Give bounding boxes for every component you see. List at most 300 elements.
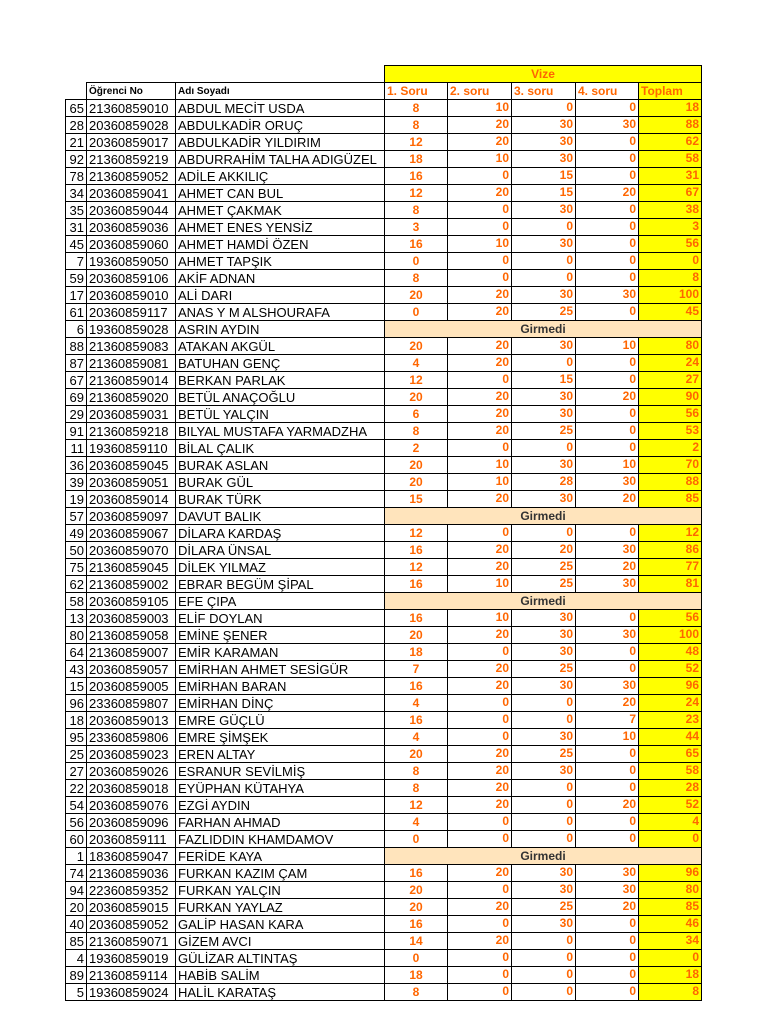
student-name: GALİP HASAN KARA bbox=[176, 916, 385, 933]
student-number: 21360859045 bbox=[87, 559, 176, 576]
student-number: 20360859111 bbox=[87, 831, 176, 848]
student-number: 20360859052 bbox=[87, 916, 176, 933]
question-1-score: 0 bbox=[385, 253, 448, 270]
question-1-score: 20 bbox=[385, 627, 448, 644]
total-score: 96 bbox=[639, 678, 702, 695]
row-index: 64 bbox=[66, 644, 87, 661]
total-score: 100 bbox=[639, 627, 702, 644]
question-3-score: 30 bbox=[512, 338, 576, 355]
question-3-score: 30 bbox=[512, 389, 576, 406]
student-name: FURKAN KAZIM ÇAM bbox=[176, 865, 385, 882]
question-3-score: 30 bbox=[512, 151, 576, 168]
question-3-score: 25 bbox=[512, 576, 576, 593]
table-row bbox=[66, 100, 702, 117]
question-4-score: 0 bbox=[576, 746, 639, 763]
row-index: 87 bbox=[66, 355, 87, 372]
question-1-score: 4 bbox=[385, 729, 448, 746]
student-name: EMRE ŞİMŞEK bbox=[176, 729, 385, 746]
total-score: 46 bbox=[639, 916, 702, 933]
student-number: 21360859010 bbox=[87, 100, 176, 117]
vize-group-header: Vize bbox=[385, 66, 702, 83]
question-1-score: 14 bbox=[385, 933, 448, 950]
row-index: 54 bbox=[66, 797, 87, 814]
student-name: EREN ALTAY bbox=[176, 746, 385, 763]
question-2-score: 20 bbox=[448, 117, 512, 134]
absent-label: Girmedi bbox=[385, 848, 702, 865]
row-index: 65 bbox=[66, 100, 87, 117]
student-number: 21360859081 bbox=[87, 355, 176, 372]
student-number: 21360859219 bbox=[87, 151, 176, 168]
question-1-score: 16 bbox=[385, 916, 448, 933]
question-2-score: 20 bbox=[448, 304, 512, 321]
table-row bbox=[66, 865, 702, 882]
question-1-score: 18 bbox=[385, 151, 448, 168]
question-3-score: 30 bbox=[512, 627, 576, 644]
question-3-score: 30 bbox=[512, 610, 576, 627]
row-index: 78 bbox=[66, 168, 87, 185]
student-name: ABDURRAHİM TALHA ADIGÜZEL bbox=[176, 151, 385, 168]
question-1-score: 0 bbox=[385, 304, 448, 321]
row-index: 39 bbox=[66, 474, 87, 491]
question-1-score: 20 bbox=[385, 746, 448, 763]
total-score: 0 bbox=[639, 253, 702, 270]
table-row bbox=[66, 542, 702, 559]
row-index: 31 bbox=[66, 219, 87, 236]
row-index: 28 bbox=[66, 117, 87, 134]
row-index: 35 bbox=[66, 202, 87, 219]
table-row bbox=[66, 899, 702, 916]
question-4-score: 0 bbox=[576, 763, 639, 780]
row-index: 57 bbox=[66, 508, 87, 525]
student-name: ESRANUR SEVİLMİŞ bbox=[176, 763, 385, 780]
row-index: 75 bbox=[66, 559, 87, 576]
student-name: BERKAN PARLAK bbox=[176, 372, 385, 389]
question-4-score: 0 bbox=[576, 270, 639, 287]
table-row bbox=[66, 372, 702, 389]
question-2-score: 0 bbox=[448, 270, 512, 287]
total-score: 77 bbox=[639, 559, 702, 576]
question-2-score: 0 bbox=[448, 440, 512, 457]
total-header: Toplam bbox=[639, 83, 702, 100]
total-score: 48 bbox=[639, 644, 702, 661]
question-4-score: 30 bbox=[576, 882, 639, 899]
student-number: 20360859036 bbox=[87, 219, 176, 236]
question-2-score: 10 bbox=[448, 236, 512, 253]
student-number: 20360859015 bbox=[87, 899, 176, 916]
question-4-score: 0 bbox=[576, 202, 639, 219]
question-2-score: 0 bbox=[448, 950, 512, 967]
question-2-score: 20 bbox=[448, 185, 512, 202]
table-row bbox=[66, 661, 702, 678]
row-index: 7 bbox=[66, 253, 87, 270]
table-row bbox=[66, 950, 702, 967]
question-3-score: 0 bbox=[512, 831, 576, 848]
question-3-score: 0 bbox=[512, 780, 576, 797]
total-score: 58 bbox=[639, 151, 702, 168]
total-score: 90 bbox=[639, 389, 702, 406]
question-2-score: 20 bbox=[448, 797, 512, 814]
student-name: DİLEK YILMAZ bbox=[176, 559, 385, 576]
question-1-score: 12 bbox=[385, 372, 448, 389]
question-1-score: 16 bbox=[385, 712, 448, 729]
question-3-score: 30 bbox=[512, 916, 576, 933]
row-index: 4 bbox=[66, 950, 87, 967]
question-4-score: 10 bbox=[576, 338, 639, 355]
student-name: EFE ÇIPA bbox=[176, 593, 385, 610]
student-name: AHMET ENES YENSİZ bbox=[176, 219, 385, 236]
question-2-score: 0 bbox=[448, 168, 512, 185]
question-1-score: 8 bbox=[385, 780, 448, 797]
table-row bbox=[66, 270, 702, 287]
table-row bbox=[66, 984, 702, 1001]
row-index: 85 bbox=[66, 933, 87, 950]
student-name: GÜLİZAR ALTINTAŞ bbox=[176, 950, 385, 967]
question-2-score: 20 bbox=[448, 406, 512, 423]
grades-table bbox=[65, 65, 702, 1001]
total-score: 34 bbox=[639, 933, 702, 950]
student-name: FAZLIDDIN KHAMDAMOV bbox=[176, 831, 385, 848]
question-3-score: 25 bbox=[512, 899, 576, 916]
question-1-score: 16 bbox=[385, 576, 448, 593]
student-name: EMİRHAN BARAN bbox=[176, 678, 385, 695]
question-4-score: 20 bbox=[576, 491, 639, 508]
question-2-score: 20 bbox=[448, 423, 512, 440]
absent-label: Girmedi bbox=[385, 593, 702, 610]
student-number: 20360859117 bbox=[87, 304, 176, 321]
question-3-score: 0 bbox=[512, 984, 576, 1001]
student-number: 20360859003 bbox=[87, 610, 176, 627]
question-4-score: 30 bbox=[576, 542, 639, 559]
question-3-score: 0 bbox=[512, 950, 576, 967]
question-1-score: 15 bbox=[385, 491, 448, 508]
question-3-score: 0 bbox=[512, 270, 576, 287]
question-1-score: 7 bbox=[385, 661, 448, 678]
student-number: 23360859806 bbox=[87, 729, 176, 746]
question-2-score: 20 bbox=[448, 933, 512, 950]
row-index: 88 bbox=[66, 338, 87, 355]
question-4-score: 0 bbox=[576, 423, 639, 440]
question-1-score: 20 bbox=[385, 389, 448, 406]
table-row bbox=[66, 797, 702, 814]
student-name: EBRAR BEGÜM ŞİPAL bbox=[176, 576, 385, 593]
student-name: BİLAL ÇALIK bbox=[176, 440, 385, 457]
table-row bbox=[66, 627, 702, 644]
total-score: 67 bbox=[639, 185, 702, 202]
question-3-score: 0 bbox=[512, 814, 576, 831]
row-index: 25 bbox=[66, 746, 87, 763]
question-3-score: 0 bbox=[512, 253, 576, 270]
table-row bbox=[66, 151, 702, 168]
table-row bbox=[66, 287, 702, 304]
question-1-score: 2 bbox=[385, 440, 448, 457]
question-2-score: 0 bbox=[448, 882, 512, 899]
question-4-score: 10 bbox=[576, 729, 639, 746]
row-index: 29 bbox=[66, 406, 87, 423]
table-row bbox=[66, 168, 702, 185]
row-index: 91 bbox=[66, 423, 87, 440]
student-number: 19360859050 bbox=[87, 253, 176, 270]
student-number: 21360859071 bbox=[87, 933, 176, 950]
table-row bbox=[66, 117, 702, 134]
student-name: ADİLE AKKILIÇ bbox=[176, 168, 385, 185]
question-4-score: 0 bbox=[576, 304, 639, 321]
student-number: 20360859057 bbox=[87, 661, 176, 678]
student-name: FURKAN YAYLAZ bbox=[176, 899, 385, 916]
question-3-score: 30 bbox=[512, 882, 576, 899]
table-row bbox=[66, 525, 702, 542]
student-name: DAVUT BALIK bbox=[176, 508, 385, 525]
table-row bbox=[66, 610, 702, 627]
question-4-score: 30 bbox=[576, 117, 639, 134]
total-score: 62 bbox=[639, 134, 702, 151]
student-name: EZGİ AYDIN bbox=[176, 797, 385, 814]
student-name: BETÜL ANAÇOĞLU bbox=[176, 389, 385, 406]
question-3-score: 25 bbox=[512, 423, 576, 440]
total-score: 4 bbox=[639, 814, 702, 831]
total-score: 88 bbox=[639, 474, 702, 491]
row-index: 89 bbox=[66, 967, 87, 984]
question-2-score: 20 bbox=[448, 627, 512, 644]
row-index: 17 bbox=[66, 287, 87, 304]
total-score: 28 bbox=[639, 780, 702, 797]
question-4-score: 0 bbox=[576, 372, 639, 389]
row-index: 22 bbox=[66, 780, 87, 797]
question-3-score: 15 bbox=[512, 168, 576, 185]
table-row bbox=[66, 219, 702, 236]
table-row bbox=[66, 678, 702, 695]
question-4-score: 0 bbox=[576, 406, 639, 423]
student-number-header: Öğrenci No bbox=[87, 83, 176, 100]
question-3-score: 25 bbox=[512, 661, 576, 678]
question-4-score: 20 bbox=[576, 695, 639, 712]
question-4-score: 30 bbox=[576, 474, 639, 491]
question-1-score: 0 bbox=[385, 950, 448, 967]
student-number: 20360859023 bbox=[87, 746, 176, 763]
question-2-score: 0 bbox=[448, 729, 512, 746]
student-name: EYÜPHAN KÜTAHYA bbox=[176, 780, 385, 797]
question-3-score: 30 bbox=[512, 236, 576, 253]
total-score: 18 bbox=[639, 100, 702, 117]
student-name: FERİDE KAYA bbox=[176, 848, 385, 865]
total-score: 86 bbox=[639, 542, 702, 559]
student-number: 21360859002 bbox=[87, 576, 176, 593]
question-3-score: 25 bbox=[512, 304, 576, 321]
total-score: 85 bbox=[639, 899, 702, 916]
question-1-score: 16 bbox=[385, 236, 448, 253]
question-4-score: 30 bbox=[576, 287, 639, 304]
total-score: 27 bbox=[639, 372, 702, 389]
student-name: ANAS Y M ALSHOURAFA bbox=[176, 304, 385, 321]
student-number: 20360859076 bbox=[87, 797, 176, 814]
row-index: 40 bbox=[66, 916, 87, 933]
student-number: 21360859218 bbox=[87, 423, 176, 440]
question-1-score: 12 bbox=[385, 185, 448, 202]
question-1-score: 8 bbox=[385, 117, 448, 134]
question-3-score: 20 bbox=[512, 542, 576, 559]
question-4-score: 0 bbox=[576, 950, 639, 967]
question-1-score: 20 bbox=[385, 474, 448, 491]
student-name: ALİ DARI bbox=[176, 287, 385, 304]
student-name: FARHAN AHMAD bbox=[176, 814, 385, 831]
row-index: 56 bbox=[66, 814, 87, 831]
question-3-score: 15 bbox=[512, 372, 576, 389]
student-number: 21360859083 bbox=[87, 338, 176, 355]
absent-label: Girmedi bbox=[385, 321, 702, 338]
question-4-score: 30 bbox=[576, 865, 639, 882]
total-score: 0 bbox=[639, 950, 702, 967]
student-number: 20360859070 bbox=[87, 542, 176, 559]
question-3-score: 0 bbox=[512, 219, 576, 236]
table-row bbox=[66, 780, 702, 797]
row-index: 96 bbox=[66, 695, 87, 712]
question-1-score: 8 bbox=[385, 763, 448, 780]
table-row bbox=[66, 831, 702, 848]
question-1-score: 20 bbox=[385, 287, 448, 304]
question-2-score: 0 bbox=[448, 967, 512, 984]
question-2-score: 20 bbox=[448, 542, 512, 559]
row-index: 58 bbox=[66, 593, 87, 610]
question-2-score: 10 bbox=[448, 610, 512, 627]
student-number: 21360859014 bbox=[87, 372, 176, 389]
row-index: 60 bbox=[66, 831, 87, 848]
question-1-score: 0 bbox=[385, 831, 448, 848]
student-number: 20360859017 bbox=[87, 134, 176, 151]
question-3-score: 30 bbox=[512, 202, 576, 219]
question-2-score: 20 bbox=[448, 865, 512, 882]
question-1-score: 16 bbox=[385, 678, 448, 695]
student-name: GİZEM AVCI bbox=[176, 933, 385, 950]
question-1-score: 20 bbox=[385, 338, 448, 355]
question-4-score: 0 bbox=[576, 168, 639, 185]
question-1-score: 8 bbox=[385, 984, 448, 1001]
question-3-score: 30 bbox=[512, 729, 576, 746]
question-2-score: 0 bbox=[448, 644, 512, 661]
row-index: 13 bbox=[66, 610, 87, 627]
question-1-score: 12 bbox=[385, 559, 448, 576]
question-1-score: 4 bbox=[385, 355, 448, 372]
question-4-score: 0 bbox=[576, 253, 639, 270]
student-number: 21360859114 bbox=[87, 967, 176, 984]
question-4-score: 30 bbox=[576, 678, 639, 695]
table-row bbox=[66, 185, 702, 202]
row-index: 67 bbox=[66, 372, 87, 389]
question-1-score: 16 bbox=[385, 865, 448, 882]
table-row bbox=[66, 882, 702, 899]
total-score: 2 bbox=[639, 440, 702, 457]
question-2-score: 20 bbox=[448, 338, 512, 355]
question-4-score: 7 bbox=[576, 712, 639, 729]
question-2-score: 0 bbox=[448, 984, 512, 1001]
table-row bbox=[66, 933, 702, 950]
table-row bbox=[66, 338, 702, 355]
question-3-score: 0 bbox=[512, 967, 576, 984]
table-row bbox=[66, 729, 702, 746]
question-3-score: 0 bbox=[512, 695, 576, 712]
question-4-score: 20 bbox=[576, 185, 639, 202]
student-number: 20360859013 bbox=[87, 712, 176, 729]
student-number: 20360859026 bbox=[87, 763, 176, 780]
table-row bbox=[66, 474, 702, 491]
student-number: 21360859007 bbox=[87, 644, 176, 661]
student-number: 19360859019 bbox=[87, 950, 176, 967]
question-2-score: 0 bbox=[448, 831, 512, 848]
total-score: 88 bbox=[639, 117, 702, 134]
student-number: 20360859067 bbox=[87, 525, 176, 542]
row-index: 94 bbox=[66, 882, 87, 899]
question-1-score: 8 bbox=[385, 100, 448, 117]
question-1-score: 16 bbox=[385, 542, 448, 559]
row-index: 50 bbox=[66, 542, 87, 559]
row-index: 92 bbox=[66, 151, 87, 168]
total-score: 52 bbox=[639, 797, 702, 814]
question-4-score: 0 bbox=[576, 134, 639, 151]
question-2-score: 0 bbox=[448, 814, 512, 831]
question-1-score: 8 bbox=[385, 270, 448, 287]
question-4-score: 30 bbox=[576, 576, 639, 593]
table-row bbox=[66, 967, 702, 984]
row-index: 49 bbox=[66, 525, 87, 542]
question-3-score: 0 bbox=[512, 933, 576, 950]
student-number: 21360859020 bbox=[87, 389, 176, 406]
question-1-score: 3 bbox=[385, 219, 448, 236]
question-2-score: 0 bbox=[448, 253, 512, 270]
question-2-score: 0 bbox=[448, 916, 512, 933]
absent-label: Girmedi bbox=[385, 508, 702, 525]
row-index: 19 bbox=[66, 491, 87, 508]
table-row bbox=[66, 559, 702, 576]
question-3-score: 0 bbox=[512, 712, 576, 729]
table-row bbox=[66, 712, 702, 729]
student-name: ABDUL MECİT USDA bbox=[176, 100, 385, 117]
question-3-score: 0 bbox=[512, 440, 576, 457]
table-row bbox=[66, 763, 702, 780]
question-1-score: 4 bbox=[385, 814, 448, 831]
student-name: BURAK GÜL bbox=[176, 474, 385, 491]
student-number: 19360859110 bbox=[87, 440, 176, 457]
row-index: 20 bbox=[66, 899, 87, 916]
question-1-score: 8 bbox=[385, 423, 448, 440]
student-name: ASRIN AYDIN bbox=[176, 321, 385, 338]
total-score: 52 bbox=[639, 661, 702, 678]
question-3-score: 30 bbox=[512, 678, 576, 695]
question-2-score: 10 bbox=[448, 457, 512, 474]
question-4-score: 0 bbox=[576, 219, 639, 236]
question-4-score: 0 bbox=[576, 661, 639, 678]
question-1-score: 16 bbox=[385, 610, 448, 627]
total-score: 65 bbox=[639, 746, 702, 763]
student-name: DİLARA ÜNSAL bbox=[176, 542, 385, 559]
table-row bbox=[66, 440, 702, 457]
question-2-score: 0 bbox=[448, 695, 512, 712]
student-number: 20360859044 bbox=[87, 202, 176, 219]
question-4-score: 0 bbox=[576, 610, 639, 627]
table-row bbox=[66, 321, 702, 338]
student-number: 21360859052 bbox=[87, 168, 176, 185]
student-name-header: Adı Soyadı bbox=[176, 83, 385, 100]
student-number: 20360859041 bbox=[87, 185, 176, 202]
row-index: 6 bbox=[66, 321, 87, 338]
total-score: 18 bbox=[639, 967, 702, 984]
question-4-score: 0 bbox=[576, 916, 639, 933]
question-1-header: 1. Soru bbox=[385, 83, 448, 100]
question-2-header: 2. soru bbox=[448, 83, 512, 100]
total-score: 3 bbox=[639, 219, 702, 236]
question-3-score: 0 bbox=[512, 100, 576, 117]
question-2-score: 10 bbox=[448, 151, 512, 168]
student-name: ELİF DOYLAN bbox=[176, 610, 385, 627]
student-name: EMİNE ŞENER bbox=[176, 627, 385, 644]
student-name: AHMET HAMDİ ÖZEN bbox=[176, 236, 385, 253]
